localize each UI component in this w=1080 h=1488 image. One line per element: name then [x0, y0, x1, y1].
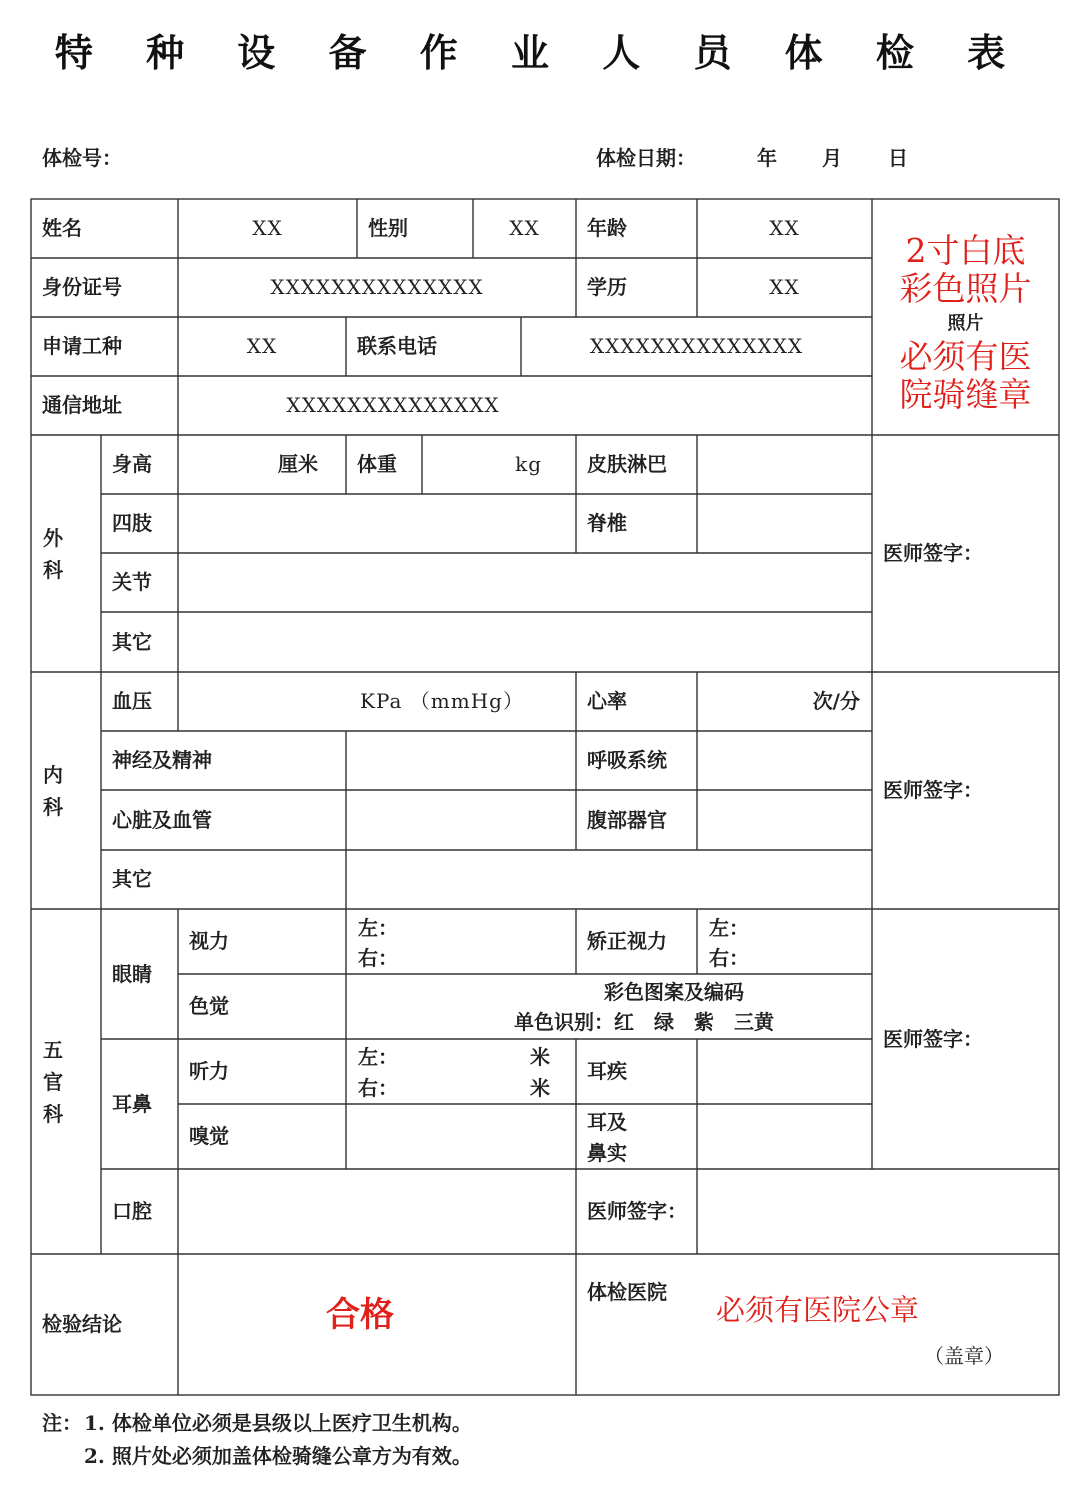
skin-lymph-label: 皮肤淋巴 [587, 452, 667, 476]
color-vision-line-1: 彩色图案及编码 [604, 980, 744, 1004]
job-type-value[interactable]: XX [246, 334, 278, 358]
heart-rate-field[interactable] [697, 672, 872, 731]
vision-right: 右： [358, 946, 398, 970]
blood-pressure-unit: KPa （mmHg） [360, 689, 524, 713]
abdomen-label: 腹部器官 [587, 807, 667, 832]
mouth-doctor-sign-field[interactable] [697, 1169, 1059, 1254]
hearing-right: 右： [358, 1076, 398, 1100]
surgery-char-2: 科 [43, 557, 63, 582]
conclusion-field[interactable] [178, 1254, 576, 1395]
surgery-other-field[interactable] [178, 612, 872, 672]
limbs-label: 四肢 [112, 511, 152, 535]
date-year: 年 [757, 146, 777, 170]
spine-field[interactable] [697, 494, 872, 553]
exam-number-label: 体检号： [42, 146, 122, 170]
name-label: 姓名 [42, 216, 82, 240]
hospital-seal-note: 必须有医院公章 [716, 1293, 920, 1327]
blood-pressure-field[interactable] [178, 672, 576, 731]
hearing-left: 左： [358, 1045, 398, 1069]
joint-field[interactable] [178, 553, 872, 612]
ear-nose-label: 耳鼻 [112, 1091, 152, 1116]
ear-sinus-field[interactable] [697, 1104, 872, 1169]
note-line-2: 2. 照片处必须加盖体检骑缝公章方为有效。 [84, 1444, 472, 1468]
skin-lymph-field[interactable] [697, 435, 872, 494]
color-vision-line-2: 单色识别：红 绿 紫 三黄 [514, 1010, 774, 1034]
mouth-doctor-sign-label: 医师签字： [587, 1199, 687, 1223]
corrected-vision-label: 矫正视力 [587, 929, 667, 953]
gender-label: 性别 [368, 216, 408, 240]
address-label: 通信地址 [42, 393, 122, 417]
respiratory-label: 呼吸系统 [587, 748, 667, 772]
internal-section-label [31, 672, 101, 909]
height-label: 身高 [112, 452, 152, 476]
vision-left: 左： [358, 916, 398, 940]
internal-char-2: 科 [43, 794, 63, 819]
nerve-mental-label: 神经及精神 [112, 748, 212, 772]
eye-label: 眼睛 [112, 961, 152, 986]
heart-rate-unit: 次/分 [812, 689, 860, 713]
facial-char-3: 科 [43, 1101, 63, 1126]
hearing-field[interactable] [346, 1039, 576, 1104]
weight-label: 体重 [357, 452, 397, 476]
mouth-field[interactable] [178, 1169, 576, 1254]
color-vision-field[interactable] [346, 974, 872, 1039]
heart-vessel-field[interactable] [346, 790, 576, 850]
surgery-section-label [31, 435, 101, 672]
conclusion-label: 检验结论 [42, 1312, 122, 1336]
education-value[interactable]: XX [769, 275, 800, 299]
id-number-value[interactable]: XXXXXXXXXXXXXX [270, 275, 484, 299]
internal-other-label: 其它 [112, 867, 152, 891]
internal-doctor-signature[interactable]: 医师签字： [883, 778, 983, 802]
ear-disease-field[interactable] [697, 1039, 872, 1104]
date-day: 日 [888, 146, 908, 170]
facial-char-1: 五 [43, 1037, 63, 1062]
age-label: 年龄 [587, 216, 627, 240]
stamp-label: （盖章） [924, 1344, 1004, 1368]
photo-red-line-2: 彩色照片 [899, 269, 1032, 308]
mouth-label: 口腔 [112, 1199, 152, 1223]
form-title: 特 种 设 备 作 业 人 员 体 检 表 [54, 30, 1026, 75]
weight-field[interactable] [422, 435, 576, 494]
job-type-label: 申请工种 [42, 334, 122, 358]
smell-field[interactable] [346, 1104, 576, 1169]
heart-vessel-label: 心脏及血管 [112, 807, 212, 832]
exam-date-label: 体检日期： [596, 146, 696, 170]
joint-label: 关节 [112, 570, 152, 594]
ear-sinus-label-line-2: 鼻实 [587, 1141, 627, 1165]
date-month: 月 [822, 146, 842, 170]
facial-section-label [31, 909, 101, 1254]
surgery-char-1: 外 [43, 525, 63, 550]
id-number-label: 身份证号 [42, 275, 122, 299]
corrected-left: 左： [709, 916, 749, 940]
facial-char-2: 官 [43, 1069, 63, 1094]
hearing-label: 听力 [189, 1059, 229, 1083]
height-unit: 厘米 [278, 452, 318, 476]
gender-value[interactable]: XX [509, 216, 540, 240]
hospital-cell[interactable] [576, 1254, 1059, 1395]
internal-char-1: 内 [43, 762, 63, 787]
corrected-right: 右： [709, 946, 749, 970]
photo-box [872, 199, 1059, 435]
surgery-doctor-signature[interactable]: 医师签字： [883, 541, 983, 565]
surgery-other-label: 其它 [112, 629, 152, 654]
address-value[interactable]: XXXXXXXXXXXXXX [286, 393, 500, 417]
hearing-right-unit: 米 [530, 1076, 550, 1100]
vision-field[interactable] [346, 909, 576, 974]
photo-red-line-3: 必须有医 [899, 337, 1032, 376]
internal-other-field[interactable] [346, 850, 872, 909]
hospital-label: 体检医院 [587, 1280, 667, 1304]
color-vision-label: 色觉 [189, 994, 229, 1018]
photo-red-line-4: 院骑缝章 [899, 375, 1032, 414]
height-field[interactable] [178, 435, 346, 494]
photo-label: 照片 [947, 313, 984, 334]
note-line-1: 1. 体检单位必须是县级以上医疗卫生机构。 [84, 1411, 472, 1435]
spine-label: 脊椎 [587, 511, 627, 535]
age-value[interactable]: XX [769, 216, 800, 240]
blood-pressure-label: 血压 [112, 689, 152, 713]
phone-value[interactable]: XXXXXXXXXXXXXX [589, 334, 804, 358]
vision-label: 视力 [189, 929, 229, 953]
name-value[interactable]: XX [252, 216, 283, 240]
ear-sinus-label [576, 1104, 697, 1169]
smell-label: 嗅觉 [189, 1124, 229, 1148]
nerve-mental-field[interactable] [346, 731, 576, 790]
notes-prefix: 注： [42, 1411, 82, 1435]
photo-red-line-1: 2寸白底 [905, 231, 1026, 270]
respiratory-field[interactable] [697, 731, 872, 790]
heart-rate-label: 心率 [587, 689, 627, 713]
ear-sinus-label-line-1: 耳及 [587, 1110, 627, 1134]
corrected-vision-field[interactable] [697, 909, 872, 974]
abdomen-field[interactable] [697, 790, 872, 850]
limbs-field[interactable] [178, 494, 576, 553]
conclusion-result: 合格 [326, 1295, 394, 1335]
weight-unit: kg [515, 452, 542, 476]
hearing-left-unit: 米 [530, 1045, 550, 1069]
ear-disease-label: 耳疾 [587, 1059, 627, 1083]
facial-doctor-signature[interactable]: 医师签字： [883, 1026, 983, 1051]
phone-label: 联系电话 [357, 334, 437, 358]
education-label: 学历 [587, 275, 627, 299]
